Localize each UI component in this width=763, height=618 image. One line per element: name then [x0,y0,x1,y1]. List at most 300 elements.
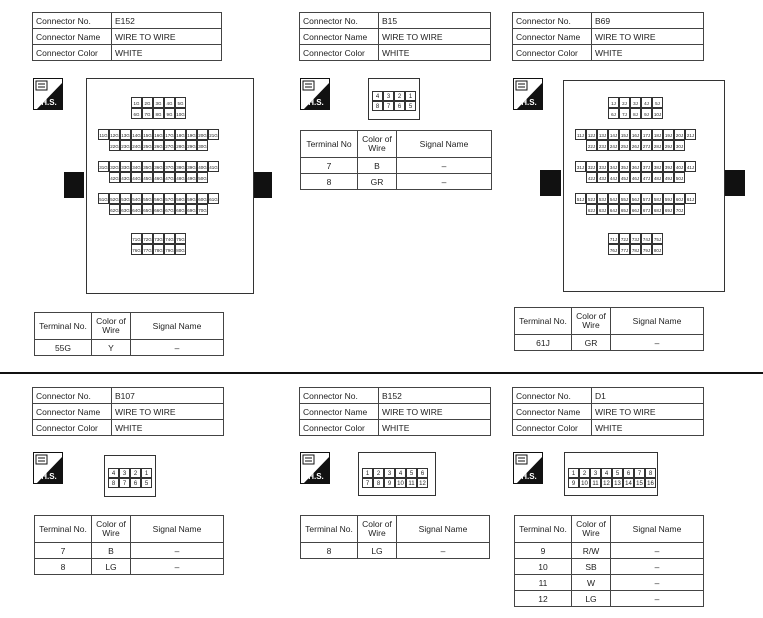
pin: 50J [674,172,685,183]
pin: 31J [575,161,586,172]
connector-color: WHITE [112,45,222,61]
connector-no: B15 [379,13,491,29]
pin: 60G [197,193,208,204]
pin: 77J [619,244,630,255]
pin: 7 [362,478,373,488]
pin: 59G [186,193,197,204]
pin: 23J [597,140,608,151]
pin: 47G [164,172,175,183]
table-row [301,158,492,174]
signal-name: – [611,591,704,607]
pin: 32J [586,161,597,172]
pin: 3 [119,468,130,478]
pin: 19G [186,129,197,140]
pin: 72G [142,233,153,244]
connector-latch [540,170,561,196]
wire-color: LG [92,559,131,575]
pin: 20G [197,129,208,140]
terminal-table: Terminal No. Color of Wire Signal Name 9 R/W – 10 SB – 11 W – 12 LG – [514,515,704,607]
terminal-no: 12 [515,591,572,607]
wire-color: B [358,158,397,174]
pin: 5 [406,468,417,478]
pin-row [362,468,428,478]
pin: 4 [395,468,406,478]
pin: 30J [674,140,685,151]
pin: 63J [597,204,608,215]
terminal-table: Terminal No. Color of Wire Signal Name 8 LG – [300,515,490,559]
pin: 12J [586,129,597,140]
pin: 18J [652,129,663,140]
pin: 45J [619,172,630,183]
pin-row [568,468,656,478]
terminal-table: Terminal No. Color of Wire Signal Name 61J GR – [514,307,704,351]
pin: 10 [579,478,590,488]
terminal-table: Terminal No Color of Wire Signal Name 7 B – 8 GR – [300,130,492,190]
connector-name: WIRE TO WIRE [112,404,224,420]
pin: 1 [568,468,579,478]
table-row [515,559,704,575]
pin: 15G [142,129,153,140]
pin: 74G [164,233,175,244]
terminal-no: 61J [515,335,572,351]
pin: 6J [608,108,619,119]
pin: 25G [142,140,153,151]
pin: 1 [362,468,373,478]
signal-name: – [611,335,704,351]
pin: 48J [652,172,663,183]
pin: 37G [164,161,175,172]
pin: 58J [652,193,663,204]
pin: 77G [142,244,153,255]
pin: 78J [630,244,641,255]
table-row [515,591,704,607]
wire-color: W [572,575,611,591]
pin: 65G [142,204,153,215]
pin: 80G [175,244,186,255]
pin: 66G [153,204,164,215]
pin: 23G [120,140,131,151]
harness-side-icon [33,452,63,484]
pinout-d1 [568,468,656,488]
pin: 20J [674,129,685,140]
pin: 13J [597,129,608,140]
pin: 53J [597,193,608,204]
pin: 6 [417,468,428,478]
pin: 5 [141,478,152,488]
pin: 7 [119,478,130,488]
pin: 38J [652,161,663,172]
pin: 9J [641,108,652,119]
signal-name: – [131,340,224,356]
pin: 79J [641,244,652,255]
terminal-no: 55G [35,340,92,356]
pin: 70G [197,204,208,215]
pin: 1J [608,97,619,108]
signal-name: – [131,559,224,575]
pin: 4J [641,97,652,108]
pin: 9 [568,478,579,488]
pin: 2 [394,91,405,101]
harness-side-icon [513,78,543,110]
svg-text:H.S.: H.S. [521,472,537,481]
connector-color: WHITE [379,420,491,436]
pin: 64J [608,204,619,215]
pin-row [608,233,696,244]
pin: 62J [586,204,597,215]
pin: 44J [608,172,619,183]
pin: 4 [108,468,119,478]
pin: 7J [619,108,630,119]
pin: 1G [131,97,142,108]
pin: 3J [630,97,641,108]
connector-name: WIRE TO WIRE [379,404,491,420]
table-row [35,340,224,356]
pin: 15J [619,129,630,140]
connector-color: WHITE [379,45,491,61]
pin: 24G [131,140,142,151]
pin: 8 [373,478,384,488]
pin-row [98,161,219,172]
pin-row [109,172,219,183]
harness-side-icon [513,452,543,484]
wire-color: Y [92,340,131,356]
terminal-no: 11 [515,575,572,591]
connector-latch [254,172,272,198]
harness-side-icon [300,78,330,110]
pin: 60J [674,193,685,204]
pin: 54G [131,193,142,204]
pin-row [568,478,656,488]
svg-text:H.S.: H.S. [308,98,324,107]
pin: 16 [645,478,656,488]
pin: 3 [383,91,394,101]
pin: 22J [586,140,597,151]
signal-name: – [397,174,492,190]
pin: 75G [175,233,186,244]
pin-row [131,244,219,255]
pin: 64G [131,204,142,215]
pin: 67G [164,204,175,215]
pin: 6 [394,101,405,111]
pin: 55J [619,193,630,204]
pin: 7G [142,108,153,119]
pin: 12 [601,478,612,488]
pin: 44G [131,172,142,183]
wire-color: LG [358,543,397,559]
wire-color: GR [572,335,611,351]
pin: 15 [634,478,645,488]
wire-color: R/W [572,543,611,559]
terminal-table: Terminal No. Color of Wire Signal Name 55G Y – [34,312,224,356]
pin: 33J [597,161,608,172]
pin: 2 [130,468,141,478]
pin: 26J [630,140,641,151]
pin: 21G [208,129,219,140]
pin: 43G [120,172,131,183]
connector-name: WIRE TO WIRE [379,29,491,45]
connector-name: WIRE TO WIRE [112,29,222,45]
pin-row [372,91,416,101]
pin: 34G [131,161,142,172]
pin: 3G [153,97,164,108]
pin: 16G [153,129,164,140]
pin: 8 [108,478,119,488]
pin: 39G [186,161,197,172]
pin: 22G [109,140,120,151]
pin: 5 [612,468,623,478]
terminal-no: 9 [515,543,572,559]
signal-name: – [131,543,224,559]
pin: 26G [153,140,164,151]
pin: 11G [98,129,109,140]
connector-no: B107 [112,388,224,404]
pin: 71G [131,233,142,244]
pin-row [608,108,696,119]
pin: 46J [630,172,641,183]
pin: 46G [153,172,164,183]
connector-latch [64,172,84,198]
pinout-b69 [575,97,696,255]
pin: 35J [619,161,630,172]
pin: 53G [120,193,131,204]
pin: 14 [623,478,634,488]
pin: 40G [197,161,208,172]
pin: 72J [619,233,630,244]
pin: 7 [634,468,645,478]
table-row [515,575,704,591]
pin: 17J [641,129,652,140]
pin: 36J [630,161,641,172]
pin: 9 [384,478,395,488]
pin: 27G [164,140,175,151]
pin: 11 [590,478,601,488]
pin: 62G [109,204,120,215]
pin: 68J [652,204,663,215]
pin: 5G [175,97,186,108]
pin: 42G [109,172,120,183]
pin: 17G [164,129,175,140]
pin: 57G [164,193,175,204]
pin: 29G [186,140,197,151]
pin-row [362,478,428,488]
connector-no: B69 [592,13,704,29]
connector-color: WHITE [112,420,224,436]
pin: 30G [197,140,208,151]
pin: 10J [652,108,663,119]
pin: 65J [619,204,630,215]
svg-text:H.S.: H.S. [41,98,57,107]
pin: 40J [674,161,685,172]
pin: 2J [619,97,630,108]
connector-info-table: Connector No. B15 Connector Name WIRE TO WIRE Connector Color WHITE [299,12,491,61]
pin: 7 [383,101,394,111]
pin: 76G [131,244,142,255]
pin: 54J [608,193,619,204]
table-row [301,174,492,190]
pin-row [108,478,152,488]
connector-color: WHITE [592,45,704,61]
pin: 52G [109,193,120,204]
pin: 8 [372,101,383,111]
connector-color: WHITE [592,420,704,436]
pin-row [108,468,152,478]
pin: 11 [406,478,417,488]
pin: 28J [652,140,663,151]
signal-name: – [611,543,704,559]
terminal-no: 7 [35,543,92,559]
signal-name: – [397,543,490,559]
pin: 74J [641,233,652,244]
signal-name: – [611,575,704,591]
harness-side-icon [300,452,330,484]
svg-text:H.S.: H.S. [308,472,324,481]
pin: 75J [652,233,663,244]
connector-info-table: Connector No. B69 Connector Name WIRE TO WIRE Connector Color WHITE [512,12,704,61]
connector-info-table: Connector No. E152 Connector Name WIRE TO WIRE Connector Color WHITE [32,12,222,61]
pin: 28G [175,140,186,151]
connector-no: E152 [112,13,222,29]
pin-row [586,204,696,215]
pin: 29J [663,140,674,151]
table-row [515,335,704,351]
connector-latch [725,170,745,196]
pin: 52J [586,193,597,204]
connector-info-table: Connector No. D1 Connector Name WIRE TO WIRE Connector Color WHITE [512,387,704,436]
pin: 14G [131,129,142,140]
section-divider [0,372,763,374]
pin: 42J [586,172,597,183]
wire-color: SB [572,559,611,575]
pin-row [586,172,696,183]
pin: 13 [612,478,623,488]
pin: 79G [164,244,175,255]
pinout-b107 [108,468,152,488]
pin: 50G [197,172,208,183]
pin: 56J [630,193,641,204]
pin: 55G [142,193,153,204]
pin: 19J [663,129,674,140]
pin: 12 [417,478,428,488]
pin: 25J [619,140,630,151]
terminal-no: 8 [301,174,358,190]
pin-row [575,161,696,172]
pin: 51J [575,193,586,204]
pin: 6 [130,478,141,488]
pin: 5 [405,101,416,111]
pin: 8G [153,108,164,119]
svg-text:H.S.: H.S. [41,472,57,481]
pin-row [586,140,696,151]
pin: 70J [674,204,685,215]
connector-name: WIRE TO WIRE [592,404,704,420]
pin: 1 [405,91,416,101]
terminal-no: 7 [301,158,358,174]
terminal-no: 8 [35,559,92,575]
pin: 56G [153,193,164,204]
signal-name: – [611,559,704,575]
pin: 4 [601,468,612,478]
pin: 24J [608,140,619,151]
pin-row [131,233,219,244]
pin: 10G [175,108,186,119]
pin: 80J [652,244,663,255]
pin: 47J [641,172,652,183]
pin: 51G [98,193,109,204]
terminal-no: 10 [515,559,572,575]
pin-row [131,108,219,119]
pin: 73J [630,233,641,244]
pin: 10 [395,478,406,488]
pin-row [98,193,219,204]
pin: 76J [608,244,619,255]
table-row [515,543,704,559]
pin: 35G [142,161,153,172]
wire-color: GR [358,174,397,190]
pin: 36G [153,161,164,172]
pin: 27J [641,140,652,151]
pin: 31G [98,161,109,172]
pin: 38G [175,161,186,172]
pin: 71J [608,233,619,244]
pin: 58G [175,193,186,204]
pin: 4G [164,97,175,108]
pin-row [575,193,696,204]
pin: 3 [384,468,395,478]
connector-info-table: Connector No. B107 Connector Name WIRE TO WIRE Connector Color WHITE [32,387,224,436]
connector-info-table: Connector No. B152 Connector Name WIRE TO WIRE Connector Color WHITE [299,387,491,436]
pin: 2G [142,97,153,108]
pin: 32G [109,161,120,172]
pin: 45G [142,172,153,183]
pin: 63G [120,204,131,215]
pin: 21J [685,129,696,140]
pin: 37J [641,161,652,172]
pin: 43J [597,172,608,183]
pin: 69J [663,204,674,215]
connector-no: B152 [379,388,491,404]
pin: 69G [186,204,197,215]
pin: 33G [120,161,131,172]
pin: 2 [373,468,384,478]
pin: 61J [685,193,696,204]
pin: 57J [641,193,652,204]
signal-name: – [397,158,492,174]
pin: 2 [579,468,590,478]
pin: 6 [623,468,634,478]
pin: 67J [641,204,652,215]
pin: 59J [663,193,674,204]
pin-row [109,140,219,151]
wire-color: LG [572,591,611,607]
connector-name: WIRE TO WIRE [592,29,704,45]
pin-row [109,204,219,215]
pin: 16J [630,129,641,140]
table-row [35,559,224,575]
pin-row [608,97,696,108]
pinout-b152 [362,468,428,488]
pin: 49G [186,172,197,183]
pin: 4 [372,91,383,101]
pin: 73G [153,233,164,244]
pin: 8 [645,468,656,478]
pin: 1 [141,468,152,478]
pin: 11J [575,129,586,140]
pin-row [575,129,696,140]
pin: 34J [608,161,619,172]
pin: 8J [630,108,641,119]
table-row [35,543,224,559]
pin: 14J [608,129,619,140]
